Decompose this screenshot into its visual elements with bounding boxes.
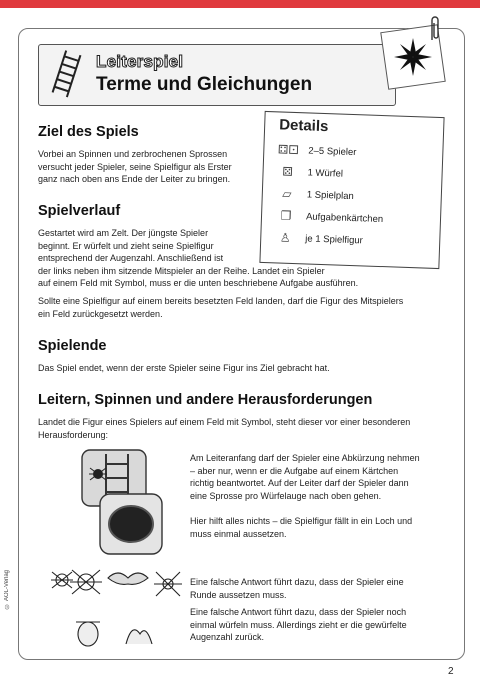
leitern-p1-line-4: eine Sprosse pro Würfelauge nach oben gehen. [190, 490, 382, 501]
verlauf-line-6: Sollte eine Spielfigur auf einem bereits besetzten Feld landen, darf die Figur des Mitspielers [38, 296, 404, 306]
leitern-p4-line-2: einmal würfeln muss. Allerdings zieht er die gewürfelte [190, 619, 407, 630]
leitern-intro-line-2: Herausforderung: [38, 429, 109, 440]
leitern-p4-line-1: Eine falsche Antwort führt dazu, dass der Spieler noch [190, 607, 407, 617]
page-number: 2 [448, 666, 454, 677]
leitern-p3-line-2: Runde aussetzen muss. [190, 589, 287, 600]
details-row-cards: ❐ Aufgabenkärtchen [276, 208, 384, 226]
top-color-bar [0, 0, 480, 8]
spider-bat-cauldron-illustration [46, 564, 186, 656]
verlauf-line-3: entsprechend der Augenzahl. Anschließend ist [38, 253, 224, 263]
leitern-intro-line-1: Landet die Figur eines Spielers auf einem Feld mit Symbol, steht dieser vor einer besonderen [38, 417, 411, 427]
ende-line-1: Das Spiel endet, wenn der erste Spieler seine Figur ins Ziel gebracht hat. [38, 363, 330, 373]
leitern-p1-line-3: richtig beantwortet. Auf der Leiter darf der Spieler dann [190, 478, 409, 488]
leitern-p2-line-2: muss einmal aussetzen. [190, 528, 287, 539]
verlauf-line-5: auf einem Feld mit Symbol, muss er die unten beschriebene Aufgabe ausführen. [38, 278, 359, 288]
header-kicker: Leiterspiel [96, 52, 184, 71]
ladder-icon [50, 50, 84, 98]
ladder-spider-hole-illustration [76, 448, 166, 556]
heading-ziel: Ziel des Spiels [38, 124, 139, 140]
ziel-line-2: versucht jeder Spieler, seine Spielfigur als Erster [38, 161, 232, 172]
dice-icon: ⚃⚀ [277, 142, 300, 158]
leitern-p2-line-1: Hier hilft alles nichts – die Spielfigur fällt in ein Loch und [190, 516, 413, 526]
ziel-line-1: Vorbei an Spinnen und zerbrochenen Sprossen [38, 149, 228, 159]
heading-spielverlauf: Spielverlauf [38, 203, 121, 219]
verlauf-line-4: der links neben ihm sitzende Mitspieler an der Reihe. Landet ein Spieler [38, 265, 325, 276]
details-row-pawn: ♙ je 1 Spielfigur [275, 230, 363, 247]
ziel-line-3: ganz nach oben ans Ende der Leiter zu bringen. [38, 174, 231, 184]
details-title: Details [278, 116, 329, 136]
pawn-icon: ♙ [279, 230, 291, 245]
details-row-players: ⚃⚀ 2–5 Spieler [277, 142, 357, 158]
page-title: Terme und Gleichungen [96, 74, 313, 95]
leitern-p1-line-2: – aber nur, wenn er die Aufgabe auf einem Kärtchen [190, 465, 399, 476]
star-icon [392, 36, 434, 78]
details-row-die: ⚄ 1 Würfel [277, 164, 343, 180]
leitern-p1-line-1: Am Leiteranfang darf der Spieler eine Abkürzung nehmen [190, 453, 420, 463]
cards-icon: ❐ [280, 208, 292, 223]
heading-spielende: Spielende [38, 338, 107, 354]
details-box [259, 111, 444, 269]
heading-leitern: Leitern, Spinnen und andere Herausforderungen [38, 392, 373, 408]
board-icon: ▱ [281, 186, 292, 201]
verlauf-line-1: Gestartet wird am Zelt. Der jüngste Spieler [38, 228, 209, 238]
leitern-p4-line-3: Augenzahl zurück. [190, 632, 265, 642]
copyright-note: © AOL-Verlag [4, 570, 10, 609]
leitern-p3-line-1: Eine falsche Antwort führt dazu, dass der Spieler eine [190, 577, 404, 587]
verlauf-line-7: ein Feld zurückgesetzt werden. [38, 308, 163, 319]
die-icon: ⚄ [282, 164, 294, 179]
verlauf-line-2: beginnt. Er würfelt und zieht seine Spielfigur [38, 240, 214, 251]
details-row-board: ▱ 1 Spielplan [277, 186, 354, 203]
